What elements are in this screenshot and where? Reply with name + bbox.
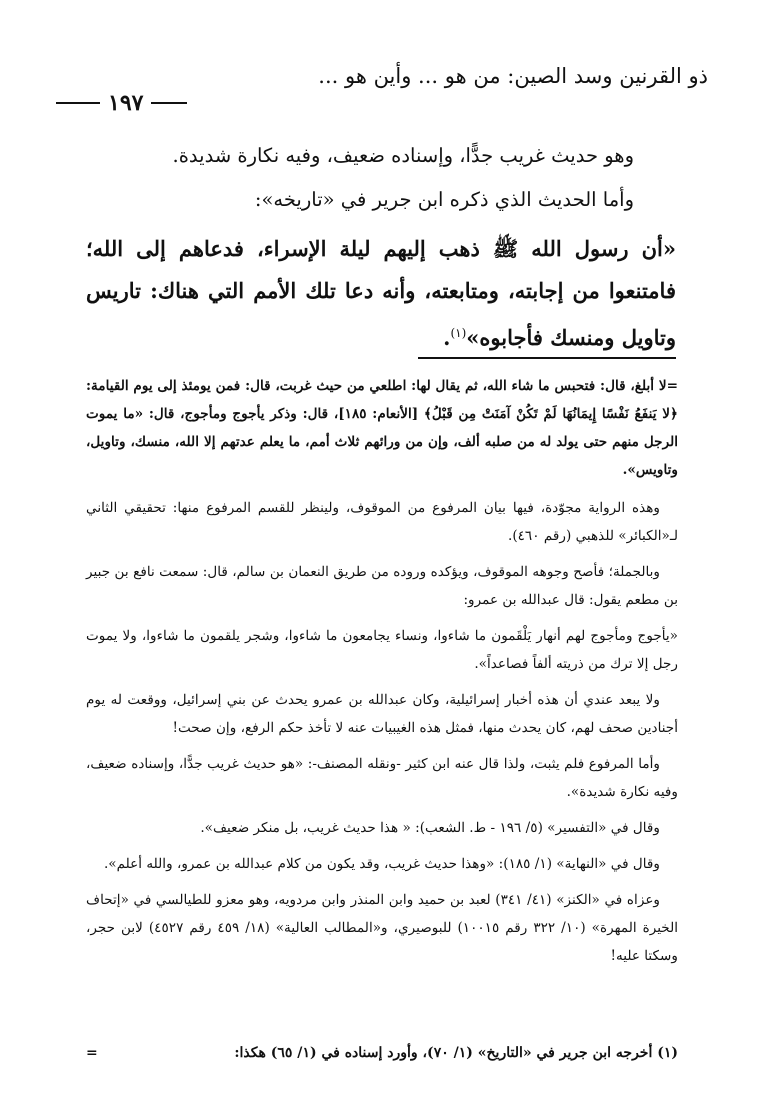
footnote-1 — [86, 1040, 678, 1066]
footnote-continuation-mark: = — [86, 1045, 98, 1061]
footnotes-section — [86, 372, 678, 978]
footnote-separator — [418, 357, 676, 359]
footnote-continuation: =لا أبلغ، قال: فتحبس ما شاء الله، ثم يقال لها: اطلعي من حيث غربت، قال: فمن يومئذ إلى يوم القيامة: ﴿لا يَنفَعُ نَفْسًا إِيمَانُهَا لَمْ تَكُنْ آمَنَتْ مِن قَبْلُ﴾ [الأنعام: ١٨٥]، قال: وذكر يأجوج ومأجوج، قال: «ما يموت الرجل منهم حتى يولد له من صلبه ألف، وإن من ورائهم ثلاث أمم، ما يعلم عدتهم إلا الله، منسك، وتاويل، وتاويس». — [86, 378, 678, 478]
header-rule-left — [56, 102, 100, 104]
header-rule-right — [151, 102, 187, 104]
footnote-paragraph: وهذه الرواية مجوّدة، فيها بيان المرفوع من الموقوف، ولينظر للقسم المرفوع منها: تحقيقي الثاني لـ«الكبائر» للذهبي (رقم ٤٦٠). — [86, 500, 678, 544]
footnote-paragraph: وأما المرفوع فلم يثبت، ولذا قال عنه ابن كثير -ونقله المصنف-: «هو حديث غريب جدًّا، وإسناده ضعيف، وفيه نكارة شديدة». — [86, 756, 678, 800]
hadith-text: «أن رسول الله ﷺ ذهب إليهم ليلة الإسراء، فدعاهم إلى الله؛ فامتنعوا من إجابته، ومتابعته، وأنه دعا تلك الأمم التي هناك: تاريس وتاويل ومنسك فأجابوه» — [86, 236, 676, 350]
footnote-paragraph: وقال في «التفسير» (٥/ ١٩٦ - ط. الشعب): « هذا حديث غريب، بل منكر ضعيف». — [200, 820, 660, 836]
footnote-paragraph: وبالجملة؛ فأصح وجوهه الموقوف، ويؤكده وروده من طريق النعمان بن سالم، قال: سمعت نافع بن جبير بن مطعم يقول: قال عبدالله بن عمرو: — [86, 564, 678, 608]
running-title: ذو القرنين وسد الصين: من هو ... وأين هو ... — [318, 64, 708, 88]
main-text — [86, 138, 678, 218]
paragraph-hadith-grade: وهو حديث غريب جدًّا، وإسناده ضعيف، وفيه نكارة شديدة. — [172, 144, 634, 167]
page-number-line — [56, 90, 187, 116]
footnote-paragraph: وعزاه في «الكنز» (٤١/ ٣٤١) لعبد بن حميد وابن المنذر وابن مردويه، وهو معزو للطيالسي في «إتحاف الخيرة المهرة» (١٠/ ٣٢٢ رقم ١٠٠١٥) للبوصيري، و«المطالب العالية» (١٨/ ٤٥٩ رقم ٤٥٢٧) لابن حجر، وسكتا عليه! — [86, 892, 678, 964]
footnote-1-text: (١) أخرجه ابن جرير في «التاريخ» (١/ ٧٠)، وأورد إسناده في (١/ ٦٥) هكذا: — [234, 1045, 678, 1061]
hadith-quote — [86, 228, 676, 359]
footnote-paragraph: ولا يبعد عندي أن هذه أخبار إسرائيلية، وكان عبدالله بن عمرو يحدث عن بني إسرائيل، ووقعت له يوم أجنادين صحف لهم، كان يحدث منها، فمثل هذه الغيبيات عنه لا تأخذ حكم الرفع، وإن صحت! — [86, 692, 678, 736]
footnote-paragraph: وقال في «النهاية» (١/ ١٨٥): «وهذا حديث غريب، وقد يكون من كلام عبدالله بن عمرو، والله أعلم». — [103, 856, 660, 872]
page-number: ١٩٧ — [108, 90, 144, 116]
paragraph-ibn-jarir-intro: وأما الحديث الذي ذكره ابن جرير في «تاريخه»: — [254, 188, 634, 211]
page-header — [56, 62, 708, 114]
hadith-end-mark: . — [443, 325, 451, 350]
footnote-quote: «يأجوج ومأجوج لهم أنهار يَلْقَمون ما شاءوا، ونساء يجامعون ما شاءوا، وشجر يلقمون ما شاءوا، ولا يموت رجل إلا ترك من ذريته ألفاً فصاعداً». — [86, 628, 678, 672]
footnote-reference: (١) — [450, 326, 467, 340]
